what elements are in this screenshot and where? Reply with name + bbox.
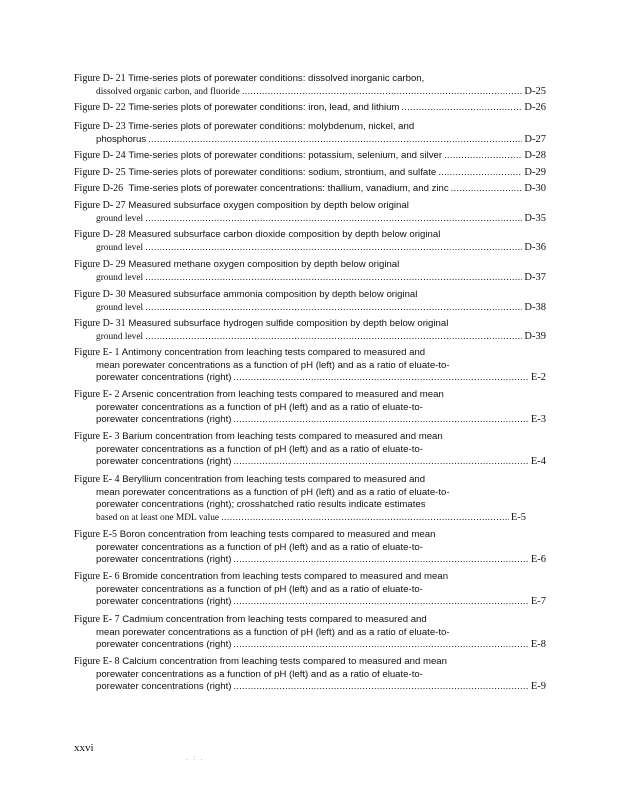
entry-text: Measured subsurface hydrogen sulfide composition by depth below original — [128, 318, 449, 329]
page-reference: E-4 — [530, 456, 546, 468]
page-reference: D-27 — [524, 133, 546, 145]
toc-line — [74, 529, 546, 542]
page-reference: E-8 — [530, 639, 546, 651]
page-reference: E-2 — [530, 372, 546, 384]
figure-label: Figure D- 25 — [74, 167, 126, 178]
page-reference: D-39 — [524, 330, 546, 342]
entry-text: porewater concentrations (right) — [96, 414, 232, 426]
page-reference: D-25 — [524, 85, 546, 97]
figure-label: Figure E-5 — [74, 529, 118, 540]
page-reference: E-5 — [510, 511, 526, 523]
toc-line — [74, 318, 546, 331]
toc-entry-e4 — [74, 474, 546, 524]
entry-text: Time-series plots of porewater conditions: dissolved inorganic carbon, — [128, 73, 425, 84]
toc-line — [74, 656, 546, 669]
dot-leader — [451, 183, 523, 196]
figure-label: Figure D- 27 — [74, 200, 126, 211]
entry-text: mean porewater concentrations as a function of pH (left) and as a ratio of eluate-to- — [96, 626, 450, 638]
entry-text: mean porewater concentrations as a function of pH (left) and as a ratio of eluate-to- — [96, 359, 450, 371]
dot-leader — [233, 554, 528, 567]
figure-label: Figure E- 2 — [74, 389, 120, 400]
toc-entry-d24 — [74, 150, 546, 163]
dot-leader — [242, 86, 523, 99]
toc-line — [74, 639, 546, 652]
toc-entry-e6 — [74, 571, 546, 609]
page-reference: D-26 — [524, 102, 546, 113]
toc-line — [74, 414, 546, 427]
entry-text: Beryllium concentration from leaching tests compared to measured and — [122, 474, 426, 485]
toc-entry-d21 — [74, 73, 546, 98]
figure-label: Figure D-26 — [74, 183, 124, 194]
toc-line — [74, 86, 546, 99]
entry-text: porewater concentrations as a function of pH (left) and as a ratio of eluate-to- — [96, 541, 423, 553]
toc-line — [74, 669, 546, 682]
entry-text: Boron concentration from leaching tests compared to measured and mean — [119, 529, 436, 540]
toc-line — [74, 272, 546, 285]
entry-text: porewater concentrations (right) — [96, 372, 232, 384]
toc-line — [74, 456, 546, 469]
entry-text: Bromide concentration from leaching tests compared to measured and mean — [122, 571, 449, 582]
toc-line — [74, 242, 546, 255]
toc-entry-e1 — [74, 347, 546, 385]
entry-text: Measured subsurface carbon dioxide composition by depth below original — [128, 229, 441, 240]
scan-artifact: . : . — [186, 756, 205, 762]
page-reference: D-30 — [524, 183, 546, 194]
page-reference: D-36 — [524, 241, 546, 253]
dot-leader — [148, 134, 522, 147]
page-number: xxvi — [74, 742, 94, 754]
toc-line — [74, 389, 546, 402]
toc-entry-e5 — [74, 529, 546, 567]
page-reference: D-38 — [524, 301, 546, 313]
entry-text: porewater concentrations (right) — [96, 596, 232, 608]
entry-text: Arsenic concentration from leaching tests compared to measured and mean — [121, 389, 444, 400]
page-reference: D-29 — [524, 167, 546, 178]
toc-line — [74, 331, 546, 344]
entry-text: based on at least one MDL value — [96, 512, 220, 523]
toc-entry-d26 — [74, 183, 546, 196]
toc-line — [74, 627, 546, 640]
toc-line — [74, 542, 546, 555]
dot-leader — [145, 272, 522, 285]
toc-line — [74, 200, 546, 213]
entry-text: porewater concentrations as a function of pH (left) and as a ratio of eluate-to- — [96, 401, 423, 413]
dot-leader — [233, 681, 528, 694]
entry-text: Measured subsurface oxygen composition by depth below original — [128, 200, 409, 211]
page-reference: E-3 — [530, 414, 546, 426]
page-reference: D-35 — [524, 212, 546, 224]
entry-text: porewater concentrations as a function of pH (left) and as a ratio of eluate-to- — [96, 583, 423, 595]
entry-text: ground level — [96, 331, 144, 342]
entry-text: porewater concentrations as a function of pH (left) and as a ratio of eluate-to- — [96, 668, 423, 680]
toc-line — [74, 259, 546, 272]
toc-line — [74, 372, 546, 385]
toc-entry-d31 — [74, 318, 546, 343]
dot-leader — [233, 414, 528, 427]
toc-line — [74, 499, 546, 512]
toc-line — [74, 487, 546, 500]
figure-label: Figure E- 4 — [74, 474, 120, 485]
entry-text: Cadmium concentration from leaching tests compared to measured and — [122, 614, 427, 625]
figure-label: Figure D- 24 — [74, 150, 126, 161]
entry-text: dissolved organic carbon, and fluoride — [96, 86, 240, 97]
figure-label: Figure D- 21 — [74, 73, 126, 84]
entry-text: ground level — [96, 272, 144, 283]
page-reference: D-37 — [524, 271, 546, 283]
entry-text: Time-series plots of porewater conditions: potassium, selenium, and silver — [128, 150, 443, 161]
toc-line — [74, 121, 546, 134]
entry-text: Calcium concentration from leaching tests compared to measured and mean — [122, 656, 447, 667]
toc-line — [74, 402, 546, 415]
dot-leader — [401, 102, 522, 115]
entry-text: Measured subsurface ammonia composition by depth below original — [128, 289, 418, 300]
entry-text: Time-series plots of porewater conditions: sodium, strontium, and sulfate — [128, 167, 437, 178]
toc-line — [74, 229, 546, 242]
dot-leader — [438, 167, 522, 180]
toc-line — [74, 289, 546, 302]
entry-text: porewater concentrations (right) — [96, 681, 232, 693]
toc-entry-d22 — [74, 102, 546, 115]
toc-line — [74, 360, 546, 373]
entry-text: porewater concentrations (right) — [96, 456, 232, 468]
dot-leader — [233, 372, 528, 385]
toc-line — [74, 512, 526, 525]
toc-line — [74, 596, 546, 609]
toc-entry-d29 — [74, 259, 546, 284]
page-reference: E-9 — [530, 681, 546, 693]
entry-text: Time-series plots of porewater concentrations: thallium, vanadium, and zinc — [128, 183, 449, 194]
entry-text: ground level — [96, 242, 144, 253]
entry-text: porewater concentrations (right); crosshatched ratio results indicate estimates — [96, 499, 426, 511]
toc-entry-d25 — [74, 167, 546, 180]
entry-text: mean porewater concentrations as a function of pH (left) and as a ratio of eluate-to- — [96, 486, 450, 498]
figure-label: Figure E- 8 — [74, 656, 120, 667]
toc-entry-e7 — [74, 614, 546, 652]
entry-text: porewater concentrations (right) — [96, 554, 232, 566]
page-reference: E-6 — [530, 554, 546, 566]
entry-text: phosphorus — [96, 133, 147, 145]
figure-label: Figure D- 22 — [74, 102, 126, 113]
toc-line — [74, 183, 546, 196]
toc-line — [74, 681, 546, 694]
toc-entry-e3 — [74, 431, 546, 469]
entry-text: Barium concentration from leaching tests compared to measured and mean — [122, 431, 443, 442]
toc-line — [74, 571, 546, 584]
figure-label: Figure D- 29 — [74, 259, 126, 270]
toc-line — [74, 474, 546, 487]
dot-leader — [233, 639, 528, 652]
entry-text: porewater concentrations (right) — [96, 639, 232, 651]
dot-leader — [145, 213, 522, 226]
figure-label: Figure D- 31 — [74, 318, 126, 329]
toc-entry-e2 — [74, 389, 546, 427]
figure-label: Figure D- 28 — [74, 229, 126, 240]
entry-text: Time-series plots of porewater conditions: iron, lead, and lithium — [128, 102, 400, 113]
figure-label: Figure E- 7 — [74, 614, 120, 625]
figure-label: Figure E- 3 — [74, 431, 120, 442]
entry-text: ground level — [96, 302, 144, 313]
figure-label: Figure E- 6 — [74, 571, 120, 582]
toc-entry-d27 — [74, 200, 546, 225]
dot-leader — [145, 242, 522, 255]
figure-label: Figure D- 23 — [74, 121, 126, 132]
dot-leader — [145, 331, 522, 344]
toc-line — [74, 614, 546, 627]
page-reference: E-7 — [530, 596, 546, 608]
dot-leader — [233, 596, 528, 609]
entry-text: porewater concentrations as a function of pH (left) and as a ratio of eluate-to- — [96, 443, 423, 455]
toc-entry-d23 — [74, 121, 546, 146]
entry-text: Time-series plots of porewater conditions: molybdenum, nickel, and — [128, 121, 415, 132]
toc-line — [74, 167, 546, 180]
entry-text: ground level — [96, 213, 144, 224]
figure-label: Figure D- 30 — [74, 289, 126, 300]
toc-line — [74, 554, 546, 567]
toc-line — [74, 134, 546, 147]
entry-text: Measured methane oxygen composition by depth below original — [128, 259, 400, 270]
toc-line — [74, 431, 546, 444]
dot-leader — [145, 302, 522, 315]
toc-line — [74, 302, 546, 315]
dot-leader — [444, 150, 522, 163]
toc-entry-d28 — [74, 229, 546, 254]
dot-leader — [221, 512, 509, 525]
toc-line — [74, 73, 546, 86]
toc-line — [74, 584, 546, 597]
toc-line — [74, 444, 546, 457]
dot-leader — [233, 456, 528, 469]
toc-line — [74, 213, 546, 226]
toc-entry-d30 — [74, 289, 546, 314]
entry-text: Antimony concentration from leaching tests compared to measured and — [121, 347, 426, 358]
toc-line — [74, 150, 546, 163]
figure-label: Figure E- 1 — [74, 347, 120, 358]
page-reference: D-28 — [524, 150, 546, 161]
toc-line — [74, 102, 546, 115]
toc-line — [74, 347, 546, 360]
toc-entry-e8 — [74, 656, 546, 694]
